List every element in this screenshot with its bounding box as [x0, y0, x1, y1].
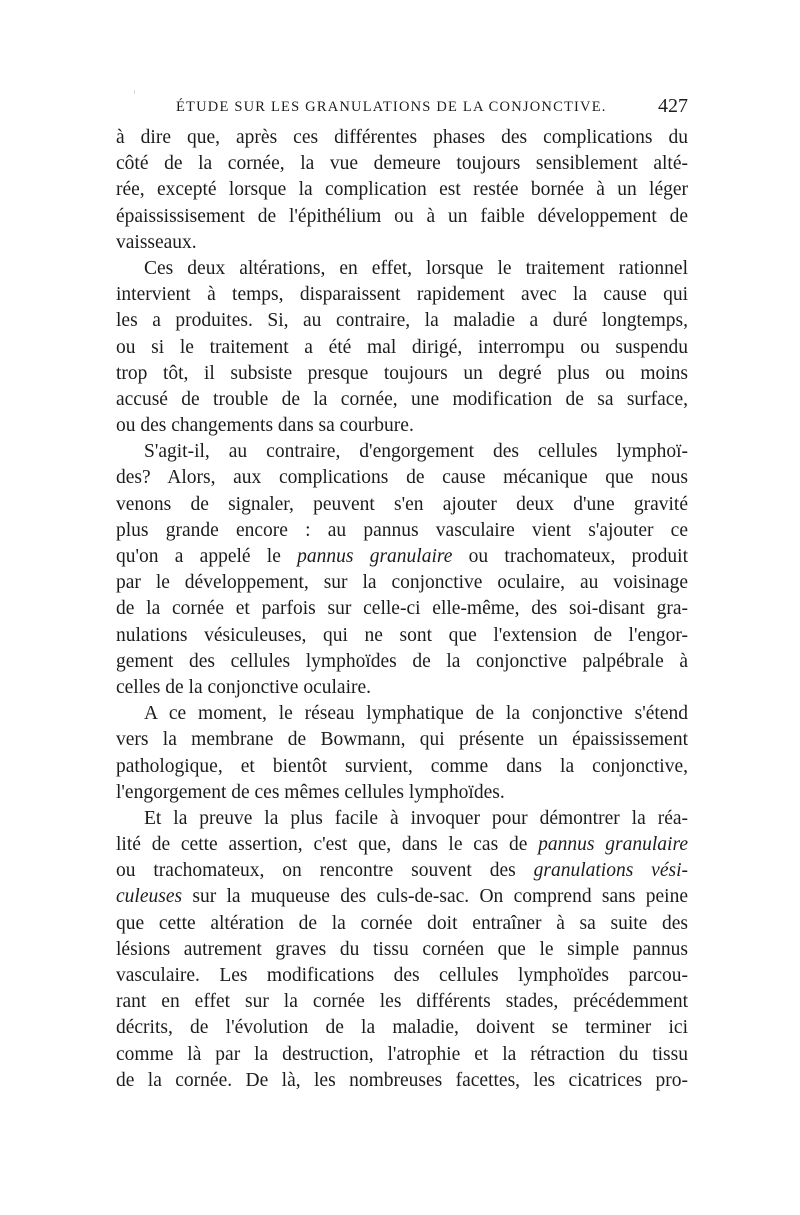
italic-term: pannus granulaire — [538, 834, 688, 856]
line-text: les a produites. Si, au contraire, la maladie a duré longtemps, — [116, 310, 688, 332]
line-text: rant en effet sur la cornée les différents stades, précédemment — [116, 991, 688, 1013]
text-line — [116, 754, 688, 780]
line-text: que cette altération de la cornée doit entraîner à sa suite des — [116, 912, 688, 934]
line-text: comme là par la destruction, l'atrophie et la rétraction du tissu — [116, 1043, 688, 1065]
text-line — [116, 963, 688, 989]
text-line — [116, 177, 688, 203]
line-text: lésions autrement graves du tissu cornéen que le simple pannus — [116, 938, 688, 960]
line-text: décrits, de l'évolution de la maladie, doivent se terminer ici — [116, 1017, 688, 1039]
text-line — [116, 727, 688, 753]
italic-term: pannus granulaire — [297, 546, 453, 567]
text-line — [116, 544, 688, 570]
line-text: Et la preuve la plus facile à invoquer pour démontrer la réa- — [144, 807, 688, 829]
line-text: rée, excepté lorsque la complication est restée bornée à un léger — [116, 179, 688, 201]
paragraph-first-line — [116, 439, 688, 465]
line-text: plus grande encore : au pannus vasculaire vient s'ajouter ce — [116, 519, 688, 541]
line-text: venons de signaler, peuvent s'en ajouter deux d'une gravité — [116, 493, 688, 515]
line-text: épaississisement de l'épithélium ou à un faible développement de — [116, 205, 688, 227]
text-line — [116, 492, 688, 518]
line-text: ou trachomateux, on rencontre souvent des — [116, 860, 534, 882]
line-text: vasculaire. Les modifications des cellules lymphoïdes parcou- — [116, 965, 688, 986]
text-line — [116, 911, 688, 937]
paragraph-first-line — [116, 256, 688, 282]
line-text: vers la membrane de Bowmann, qui présente un épaississement — [116, 729, 688, 751]
page-number: 427 — [658, 95, 688, 117]
line-text: ou si le traitement a été mal dirigé, interrompu ou suspendu — [116, 336, 688, 358]
italic-term: granulations vési- — [533, 860, 688, 882]
text-line — [116, 989, 688, 1015]
line-text: pathologique, et bientôt survient, comme dans la conjonctive, — [116, 755, 688, 777]
text-line — [116, 649, 688, 675]
text-line — [116, 465, 688, 491]
line-text: qu'on a appelé le — [116, 546, 298, 567]
line-text: S'agit-il, au contraire, d'engorgement des cellules lymphoï- — [144, 441, 688, 463]
paragraph-first-line — [116, 806, 688, 832]
text-line — [116, 413, 688, 439]
text-line — [116, 780, 688, 806]
text-line — [116, 308, 688, 334]
running-title: ÉTUDE SUR LES GRANULATIONS DE LA CONJONCTIVE. — [176, 99, 607, 115]
text-line — [116, 570, 688, 596]
text-line — [116, 1042, 688, 1068]
text-line — [116, 675, 688, 701]
line-text: l'engorgement de ces mêmes cellules lymphoïdes. — [116, 781, 505, 803]
line-text: sur la muqueuse des culs-de-sac. On comprend sans peine — [182, 886, 688, 908]
text-line — [116, 335, 688, 361]
line-text: A ce moment, le réseau lymphatique de la conjonctive s'étend — [144, 703, 688, 725]
line-text: de la cornée et parfois sur celle-ci elle-même, des soi-disant gra- — [116, 598, 688, 620]
line-text: vaisseaux. — [116, 231, 197, 253]
paragraph-first-line — [116, 701, 688, 727]
text-line — [116, 230, 688, 256]
line-text: côté de la cornée, la vue demeure toujours sensiblement alté- — [116, 153, 688, 175]
line-text: trop tôt, il subsiste presque toujours un degré plus ou moins — [116, 362, 688, 384]
text-line — [116, 518, 688, 544]
text-line — [116, 361, 688, 387]
margin-mark — [134, 90, 135, 94]
text-line — [116, 884, 688, 910]
line-text: gement des cellules lymphoïdes de la conjonctive palpébrale à — [116, 650, 688, 672]
text-line — [116, 387, 688, 413]
line-text: ou trachomateux, produit — [452, 546, 688, 567]
line-text: lité de cette assertion, c'est que, dans le cas de — [116, 834, 539, 856]
running-head — [116, 96, 688, 122]
line-text: à dire que, après ces différentes phases des complications du — [116, 127, 688, 148]
line-text: des? Alors, aux complications de cause mécanique que nous — [116, 467, 688, 489]
line-text: par le développement, sur la conjonctive oculaire, au voisinage — [116, 572, 688, 594]
text-line — [116, 1015, 688, 1041]
italic-term: culeuses — [116, 886, 183, 908]
text-line — [116, 125, 688, 151]
text-line — [116, 282, 688, 308]
line-text: ou des changements dans sa courbure. — [116, 415, 414, 437]
text-line — [116, 596, 688, 622]
text-line — [116, 858, 688, 884]
text-line — [116, 937, 688, 963]
line-text: celles de la conjonctive oculaire. — [116, 676, 372, 698]
line-text: nulations vésiculeuses, qui ne sont que l'extension de l'engor- — [116, 624, 688, 646]
body-text — [116, 125, 688, 1094]
text-line — [116, 832, 688, 858]
line-text: intervient à temps, disparaissent rapidement avec la cause qui — [116, 284, 688, 306]
text-line — [116, 204, 688, 230]
text-line — [116, 623, 688, 649]
line-text: accusé de trouble de la cornée, une modification de sa surface, — [116, 388, 688, 410]
text-line — [116, 151, 688, 177]
line-text: Ces deux altérations, en effet, lorsque le traitement rationnel — [144, 257, 688, 279]
line-text: de la cornée. De là, les nombreuses facettes, les cicatrices pro- — [116, 1069, 688, 1091]
text-line — [116, 1068, 688, 1094]
